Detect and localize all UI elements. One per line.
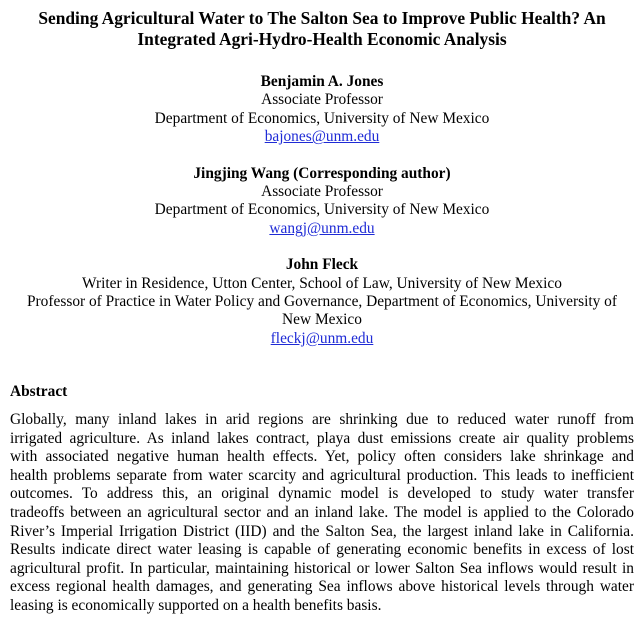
author-email-link[interactable]: bajones@unm.edu bbox=[264, 128, 380, 146]
author-block-jones bbox=[6, 73, 638, 147]
abstract-line: tradeoffs between an agricultural sector and an inland lake. The model is applied to the Colorado bbox=[10, 503, 634, 521]
author-name: John Fleck bbox=[285, 256, 359, 274]
author-name: Benjamin A. Jones bbox=[260, 73, 384, 90]
author-title: Associate Professor bbox=[261, 183, 383, 201]
abstract-line: agricultural profit. In particular, maintaining historical or lower Salton Sea inflows would result in bbox=[10, 559, 634, 577]
author-affiliation: Department of Economics, University of New Mexico bbox=[154, 109, 490, 127]
author-affiliation: New Mexico bbox=[282, 311, 362, 329]
abstract-line: leasing is economically supported on a health benefits basis. bbox=[10, 596, 382, 614]
author-list bbox=[6, 73, 638, 366]
abstract-line: irrigated agriculture. As inland lakes contract, playa dust emissions create air quality problems bbox=[10, 429, 634, 447]
abstract-line: Globally, many inland lakes in arid regions are shrinking due to reduced water runoff from bbox=[10, 411, 634, 428]
author-name: Jingjing Wang (Corresponding author) bbox=[193, 164, 451, 182]
abstract-line: Results indicate direct water leasing is capable of generating economic benefits in excess of lost bbox=[10, 541, 634, 559]
abstract-line: outcomes. To address this, an original dynamic model is developed to study water transfer bbox=[10, 485, 634, 503]
author-block-wang bbox=[6, 165, 638, 239]
abstract-line: with associated negative human health effects. Yet, policy often considers lake shrinkage and bbox=[10, 448, 634, 466]
author-email-link[interactable]: wangj@unm.edu bbox=[269, 219, 375, 237]
author-affiliation: Department of Economics, University of New Mexico bbox=[154, 201, 490, 219]
author-title: Associate Professor bbox=[261, 91, 383, 109]
author-affiliation: Professor of Practice in Water Policy and Governance, Department of Economics, University of bbox=[27, 293, 617, 311]
abstract-line: River’s Imperial Irrigation District (IID) and the Salton Sea, the largest inland lake in California. bbox=[10, 522, 634, 540]
abstract-line: health problems separate from water scarcity and agricultural production. This leads to inefficient bbox=[10, 466, 634, 484]
title-line-1: Sending Agricultural Water to The Salton Sea to Improve Public Health? An bbox=[38, 8, 606, 28]
author-email-link[interactable]: fleckj@unm.edu bbox=[270, 329, 374, 347]
author-block-fleck bbox=[6, 256, 638, 348]
abstract-line: excess regional health damages, and generating Sea inflows above historical levels through water bbox=[10, 578, 634, 596]
abstract-heading: Abstract bbox=[10, 383, 68, 400]
abstract-body bbox=[10, 411, 634, 616]
author-affiliation: Writer in Residence, Utton Center, School of Law, University of New Mexico bbox=[82, 274, 562, 292]
title-line-2: Integrated Agri-Hydro-Health Economic Analysis bbox=[137, 29, 507, 49]
paper-title bbox=[6, 8, 638, 50]
